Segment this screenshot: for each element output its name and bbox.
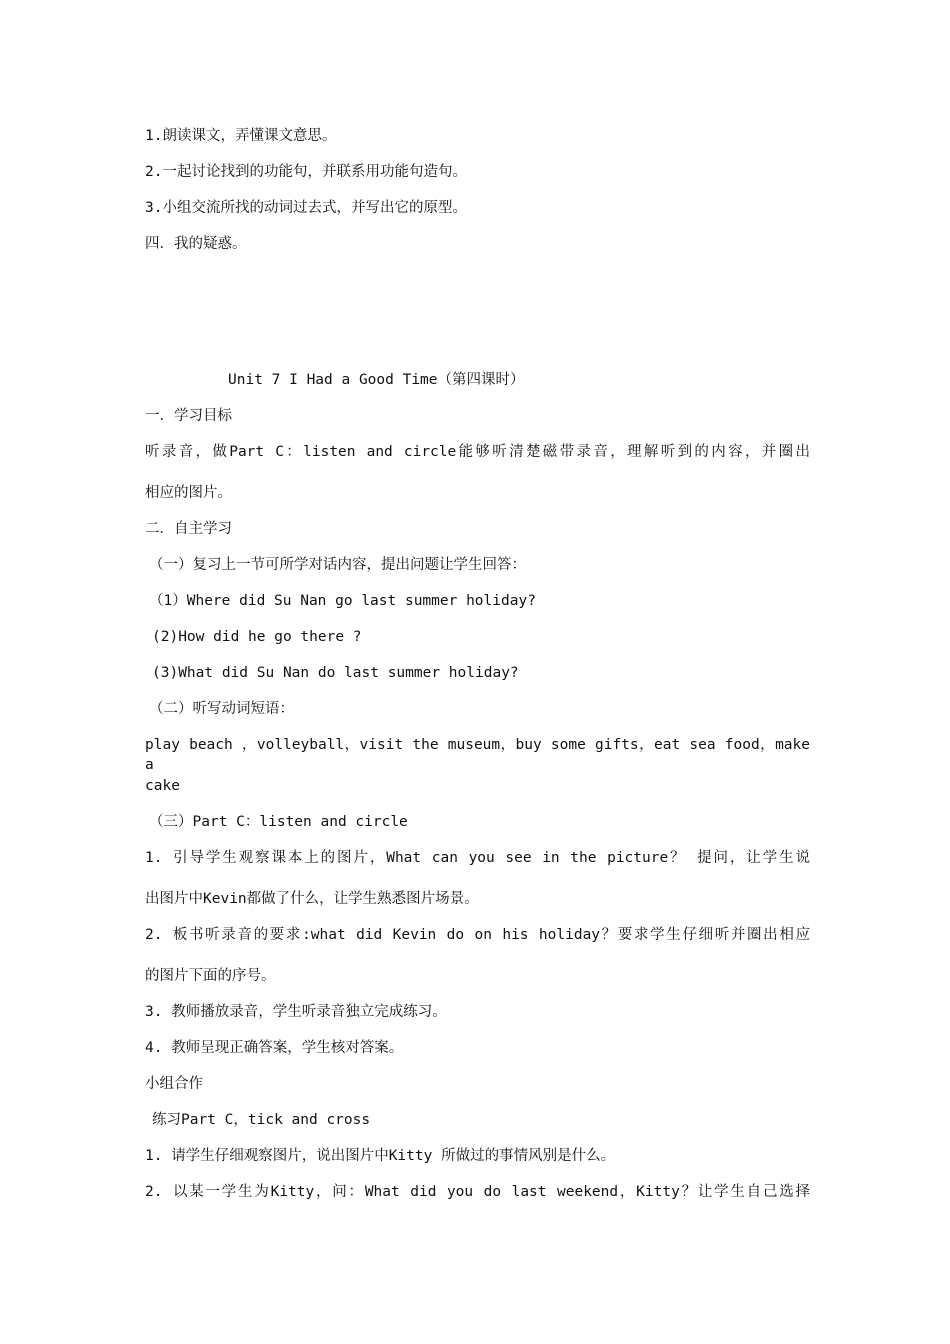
- text-line: 出图片中Kevin都做了什么，让学生熟悉图片场景。: [145, 891, 479, 907]
- text-line: 四．我的疑惑。: [145, 236, 247, 252]
- text-line: （一）复习上一节可所学对话内容，提出问题让学生回答：: [149, 557, 526, 573]
- heading: 小组合作: [145, 1076, 203, 1092]
- text-line: （二）听写动词短语：: [149, 701, 294, 717]
- question-line: (3)What did Su Nan do last summer holiday?: [152, 665, 519, 681]
- list-item: 1. 引导学生观察课本上的图片，What can you see in the picture？ 提问，让学生说: [145, 850, 810, 866]
- heading: 二．自主学习: [145, 521, 232, 537]
- text-line: 1.朗读课文，弄懂课文意思。: [145, 128, 337, 144]
- list-item: 2. 板书听录音的要求:what did Kevin do on his holiday？要求学生仔细听并圈出相应: [145, 927, 810, 943]
- list-item: 2. 以某一学生为Kitty，问：What did you do last weekend，Kitty？让学生自己选择: [145, 1184, 810, 1200]
- question-line: （1）Where did Su Nan go last summer holiday?: [149, 593, 536, 609]
- text-line: 2.一起讨论找到的功能句，并联系用功能句造句。: [145, 164, 467, 180]
- text-line: 练习Part C，tick and cross: [152, 1112, 371, 1128]
- text-line: cake: [145, 778, 180, 794]
- section-title: Unit 7 I Had a Good Time（第四课时）: [228, 372, 525, 388]
- heading: 一．学习目标: [145, 408, 232, 424]
- text-line: play beach ，volleyball，visit the museum，buy some gifts，eat sea food，make a: [145, 737, 810, 773]
- list-item: 4. 教师呈现正确答案，学生核对答案。: [145, 1040, 404, 1056]
- list-item: 1. 请学生仔细观察图片，说出图片中Kitty 所做过的事情风别是什么。: [145, 1148, 616, 1164]
- text-line: 的图片下面的序号。: [145, 968, 276, 984]
- text-line: 相应的图片。: [145, 485, 232, 501]
- heading: （三）Part C：listen and circle: [149, 814, 408, 830]
- list-item: 3. 教师播放录音，学生听录音独立完成练习。: [145, 1004, 447, 1020]
- question-line: (2)How did he go there ?: [152, 629, 362, 645]
- text-line: 3.小组交流所找的动词过去式，并写出它的原型。: [145, 200, 467, 216]
- text-line: 听录音，做Part C：listen and circle能够听清楚磁带录音，理解听到的内容，并圈出: [145, 444, 810, 460]
